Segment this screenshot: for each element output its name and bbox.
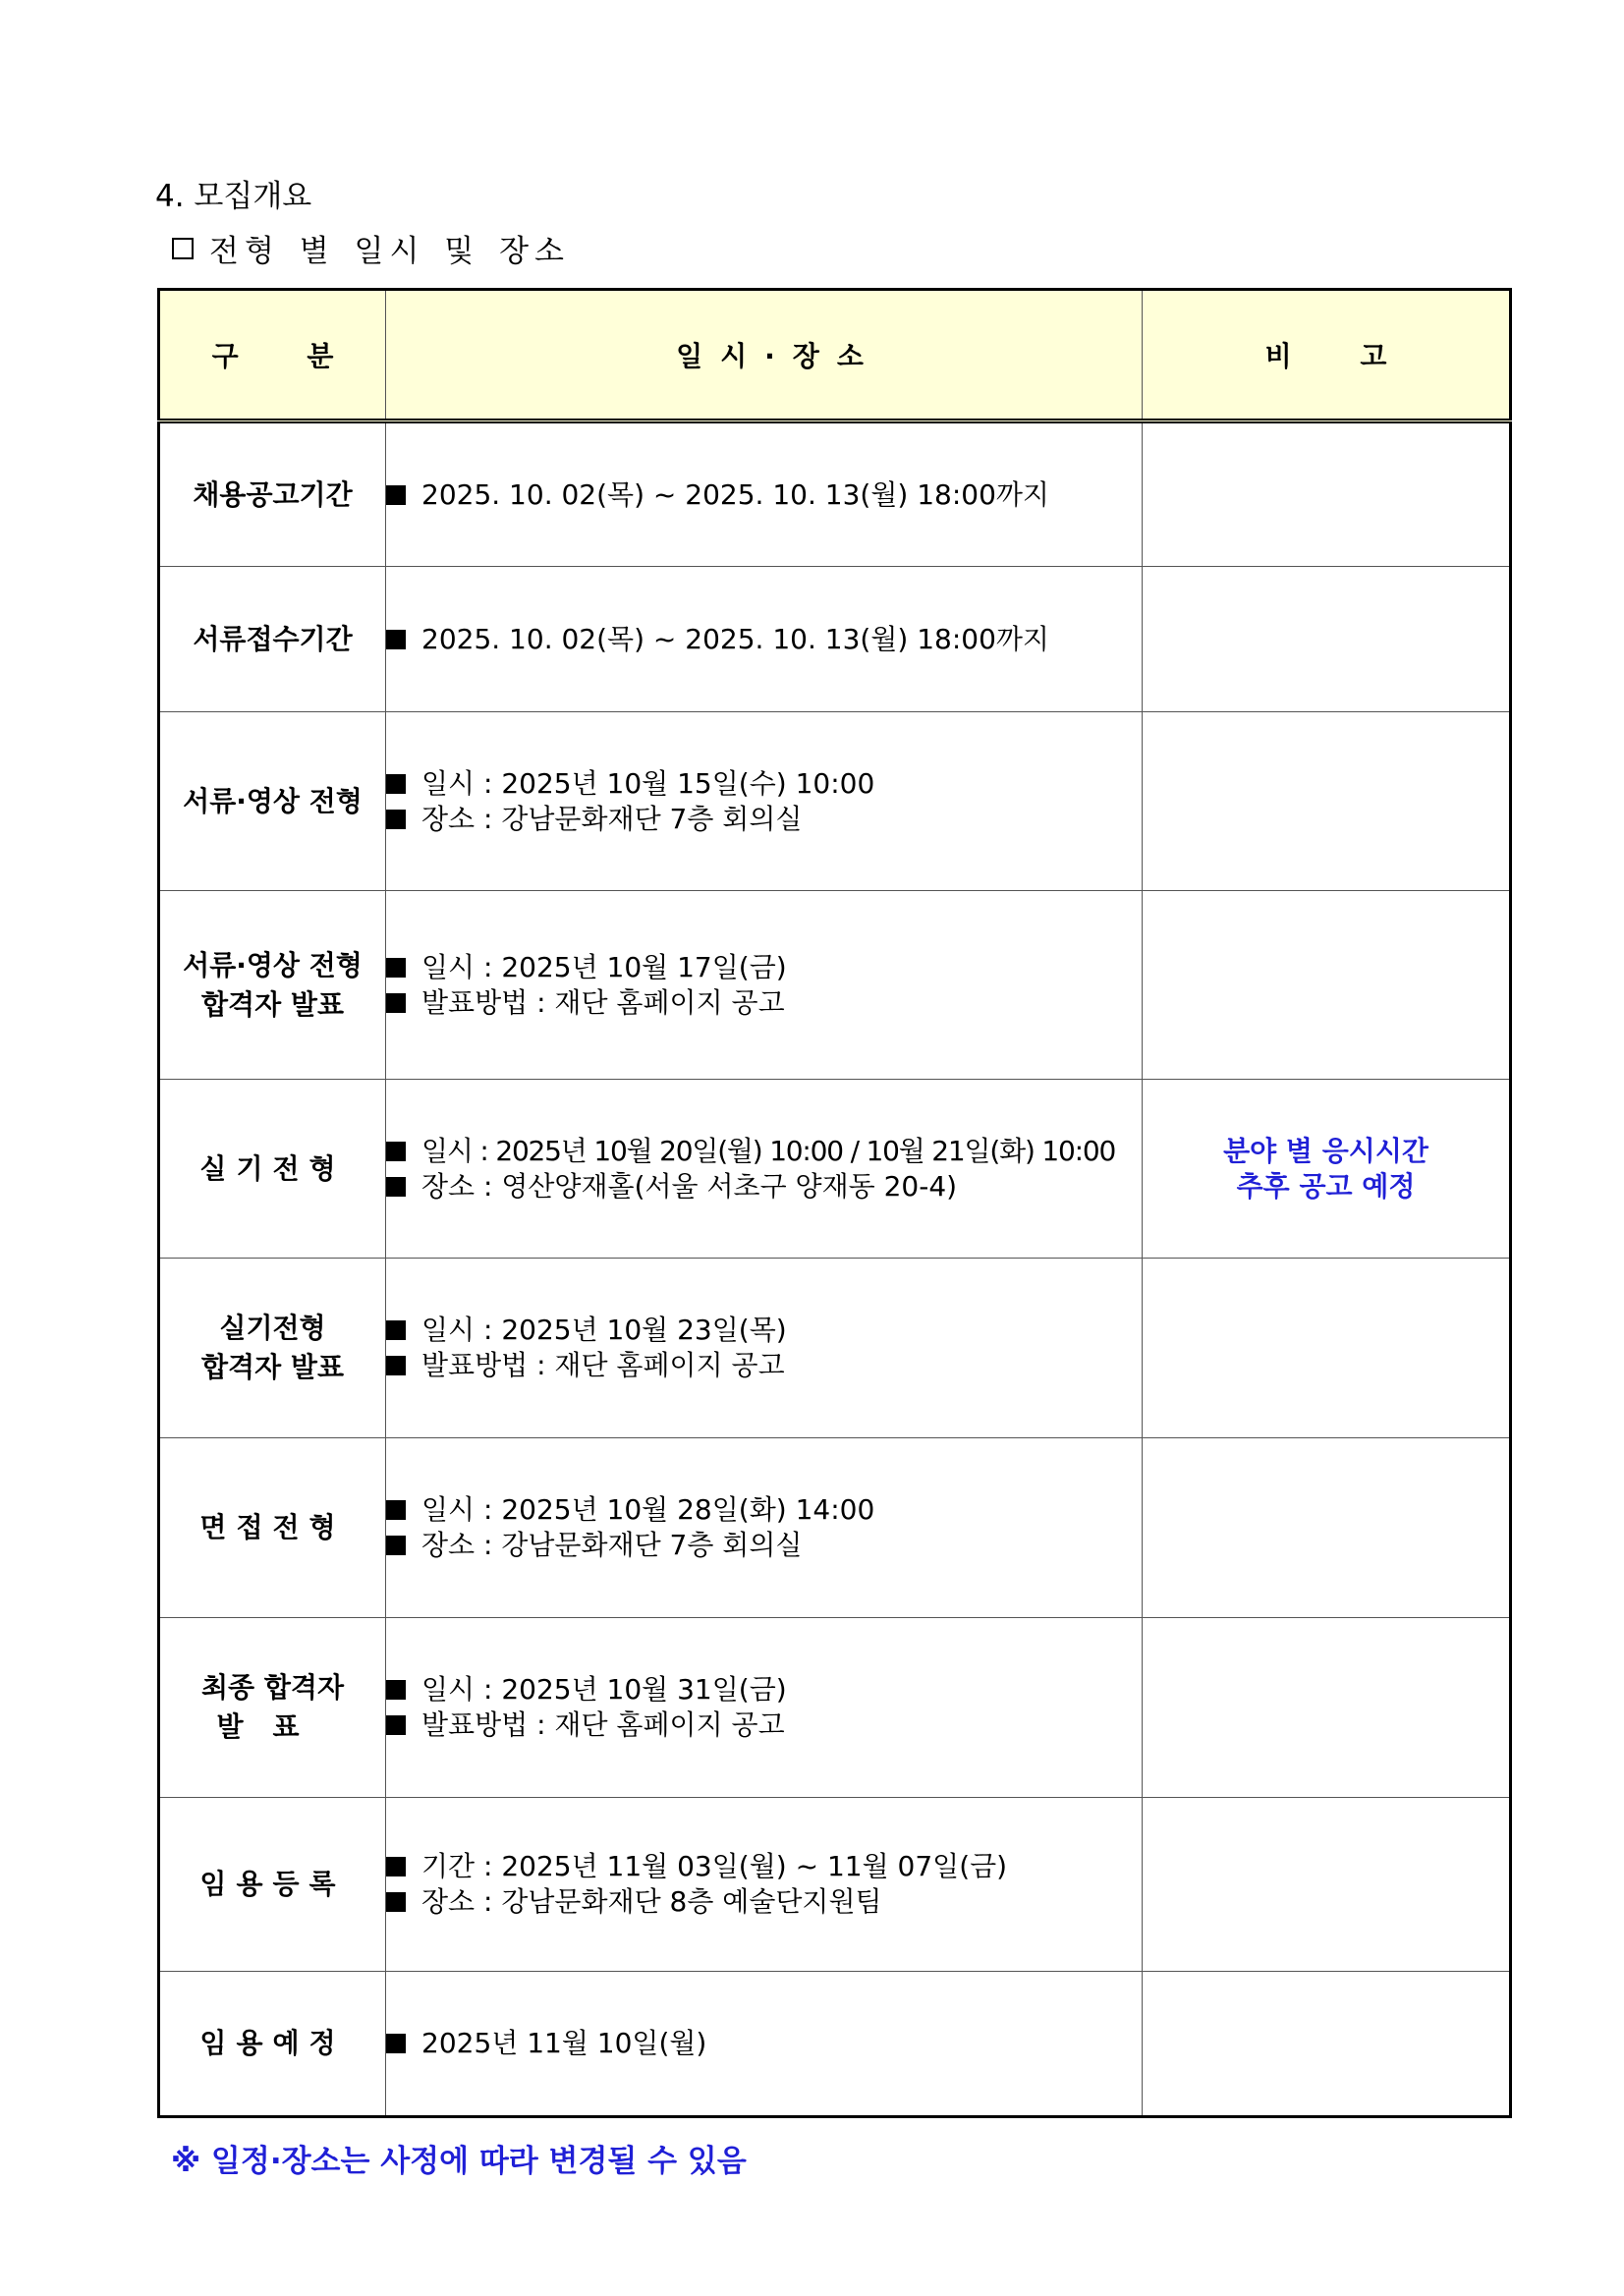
square-bullet-icon	[386, 630, 406, 649]
detail-text: 2025년 11월 10일(월)	[421, 2027, 707, 2059]
row-note	[1143, 712, 1511, 891]
square-bullet-icon	[386, 1142, 406, 1161]
detail-text: 일시 : 2025년 10월 17일(금)	[421, 950, 787, 983]
detail-line	[386, 2026, 1142, 2061]
detail-text: 기간 : 2025년 11월 03일(월) ~ 11월 07일(금)	[421, 1850, 1008, 1882]
row-category	[159, 1798, 386, 1972]
note-line: 분야 별 응시시간	[1223, 1134, 1428, 1167]
category-line: 면접전형	[199, 1511, 346, 1543]
square-bullet-icon	[386, 774, 406, 794]
table-row	[159, 1972, 1511, 2117]
row-category	[159, 712, 386, 891]
square-bullet-icon	[386, 993, 406, 1013]
row-details	[386, 1438, 1143, 1618]
detail-line	[386, 802, 1142, 837]
section-title: 4. 모집개요	[155, 179, 312, 214]
checkbox-icon	[172, 238, 194, 259]
header-category: 구 분	[159, 290, 386, 421]
row-note	[1143, 1080, 1511, 1259]
table-row	[159, 1618, 1511, 1798]
row-details	[386, 421, 1143, 567]
detail-text: 발표방법 : 재단 홈페이지 공고	[421, 985, 785, 1019]
detail-text: 일시 : 2025년 10월 20일(월) 10:00 / 10월 21일(화) 10:00	[421, 1134, 1116, 1167]
detail-line	[386, 985, 1142, 1021]
square-bullet-icon	[386, 1500, 406, 1520]
footnote: ※ 일정·장소는 사정에 따라 변경될 수 있음	[171, 2144, 747, 2179]
square-bullet-icon	[386, 810, 406, 829]
square-bullet-icon	[386, 2034, 406, 2053]
detail-text: 일시 : 2025년 10월 31일(금)	[421, 1673, 787, 1706]
category-line: 채용공고기간	[193, 477, 353, 511]
header-note: 비 고	[1143, 290, 1511, 421]
row-category	[159, 1972, 386, 2117]
detail-text: 2025. 10. 02(목) ~ 2025. 10. 13(월) 18:00까지	[421, 622, 1049, 655]
table-row	[159, 1438, 1511, 1618]
row-details	[386, 1972, 1143, 2117]
square-bullet-icon	[386, 485, 406, 505]
row-details	[386, 1259, 1143, 1438]
detail-text: 일시 : 2025년 10월 28일(화) 14:00	[421, 1493, 875, 1526]
category-line: 합격자 발표	[201, 987, 344, 1021]
detail-line	[386, 950, 1142, 985]
detail-text: 발표방법 : 재단 홈페이지 공고	[421, 1349, 785, 1381]
schedule-table	[157, 288, 1512, 2118]
square-bullet-icon	[386, 1680, 406, 1700]
table-row	[159, 891, 1511, 1080]
row-details	[386, 567, 1143, 712]
table-row	[159, 1080, 1511, 1259]
detail-line	[386, 1708, 1142, 1743]
detail-text: 장소 : 강남문화재단 8층 예술단지원팀	[421, 1885, 882, 1918]
row-category	[159, 421, 386, 567]
square-bullet-icon	[386, 1177, 406, 1197]
table-row	[159, 712, 1511, 891]
row-note	[1143, 1438, 1511, 1618]
row-note	[1143, 1259, 1511, 1438]
square-bullet-icon	[386, 1892, 406, 1912]
square-bullet-icon	[386, 1857, 406, 1876]
category-line: 서류·영상 전형	[183, 784, 363, 817]
detail-line	[386, 1528, 1142, 1563]
detail-text: 2025. 10. 02(목) ~ 2025. 10. 13(월) 18:00까지	[421, 477, 1049, 511]
square-bullet-icon	[386, 1536, 406, 1555]
category-line: 발표	[216, 1710, 329, 1743]
detail-line	[386, 622, 1142, 657]
subtitle	[172, 226, 570, 270]
row-details	[386, 712, 1143, 891]
category-line: 서류접수기간	[193, 622, 353, 655]
detail-line	[386, 1348, 1142, 1383]
detail-text: 장소 : 영산양재홀(서울 서초구 양재동 20-4)	[421, 1169, 958, 1203]
row-note	[1143, 567, 1511, 712]
row-category	[159, 891, 386, 1080]
row-note	[1143, 891, 1511, 1080]
category-line: 임용등록	[199, 1868, 346, 1900]
detail-line	[386, 1672, 1142, 1708]
row-details	[386, 1798, 1143, 1972]
category-line: 임용예정	[199, 2027, 346, 2059]
row-category	[159, 1259, 386, 1438]
square-bullet-icon	[386, 1356, 406, 1375]
row-details	[386, 1618, 1143, 1798]
subtitle-text: 전형 별 일시 및 장소	[209, 234, 570, 269]
row-details	[386, 891, 1143, 1080]
detail-text: 일시 : 2025년 10월 15일(수) 10:00	[421, 766, 875, 800]
row-note	[1143, 1972, 1511, 2117]
category-line: 실기전형	[199, 1151, 346, 1185]
row-category	[159, 1618, 386, 1798]
row-note	[1143, 421, 1511, 567]
square-bullet-icon	[386, 1320, 406, 1340]
square-bullet-icon	[386, 958, 406, 978]
row-details	[386, 1080, 1143, 1259]
row-category	[159, 1438, 386, 1618]
category-line: 최종 합격자	[201, 1671, 344, 1704]
table-row	[159, 567, 1511, 712]
table-row	[159, 1259, 1511, 1438]
detail-text: 장소 : 강남문화재단 7층 회의실	[421, 802, 803, 835]
square-bullet-icon	[386, 1715, 406, 1735]
row-category	[159, 567, 386, 712]
table-row	[159, 421, 1511, 567]
detail-line	[386, 477, 1142, 513]
detail-line	[386, 766, 1142, 802]
detail-line	[386, 1169, 1142, 1204]
detail-line	[386, 1849, 1142, 1884]
detail-text: 장소 : 강남문화재단 7층 회의실	[421, 1529, 803, 1561]
detail-line	[386, 1134, 1142, 1169]
detail-line	[386, 1313, 1142, 1348]
table-header-row	[159, 290, 1511, 421]
detail-text: 발표방법 : 재단 홈페이지 공고	[421, 1708, 785, 1741]
detail-text: 일시 : 2025년 10월 23일(목)	[421, 1314, 787, 1346]
category-line: 실기전형	[219, 1312, 326, 1344]
category-line: 서류·영상 전형	[183, 948, 363, 981]
table-row	[159, 1798, 1511, 1972]
row-note	[1143, 1798, 1511, 1972]
row-category	[159, 1080, 386, 1259]
category-line: 합격자 발표	[201, 1351, 344, 1383]
row-note	[1143, 1618, 1511, 1798]
detail-line	[386, 1492, 1142, 1528]
header-datetime-place: 일시·장소	[386, 290, 1143, 421]
note-line: 추후 공고 예정	[1236, 1169, 1416, 1203]
detail-line	[386, 1884, 1142, 1920]
